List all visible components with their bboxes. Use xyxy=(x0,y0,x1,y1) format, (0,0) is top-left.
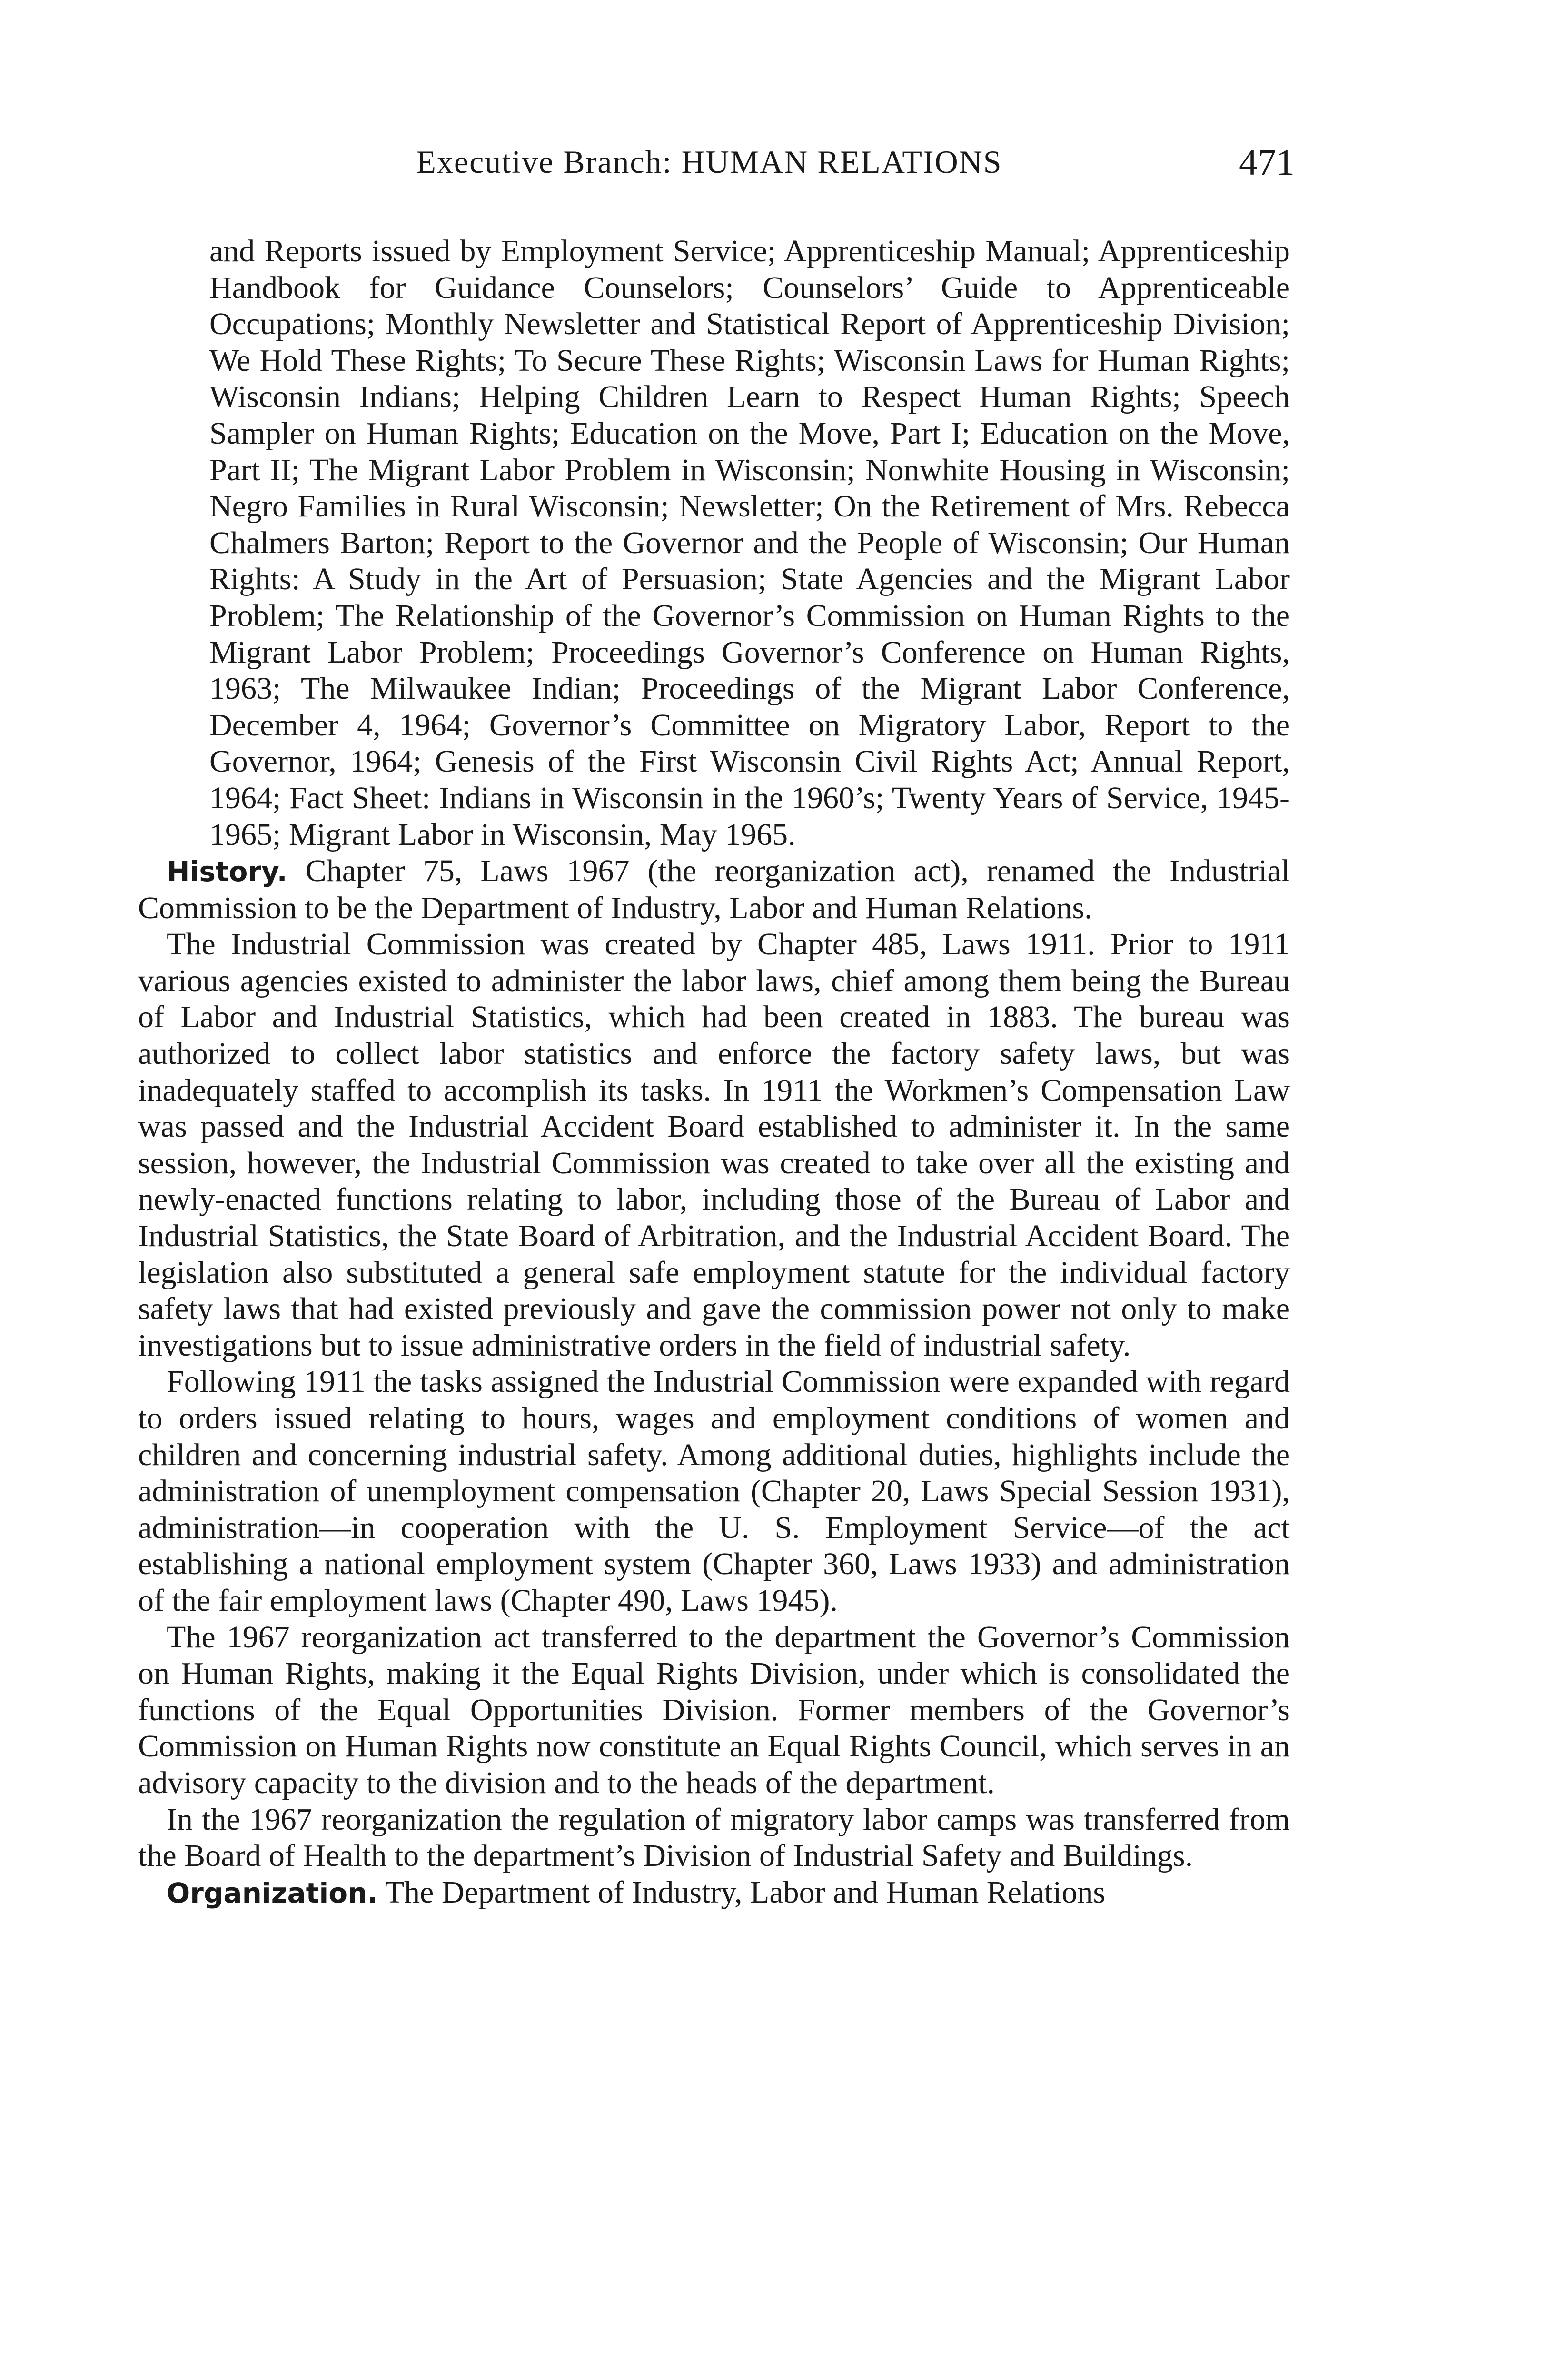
organization-paragraph xyxy=(138,1874,1290,1912)
organization-heading: Organization. xyxy=(167,1876,378,1909)
paragraph: The Industrial Commission was created by Chapter 485, Laws 1911. Prior to 1911 various agencies existed to administer the labor laws, chief among them being the Bureau of Labor and Industrial Statistics, which had been created in 1883. The bureau was authorized to collect labor statistics and enforce the factory safety laws, but was inadequately staffed to accomplish its tasks. In 1911 the Workmen’s Compensation Law was passed and the Industrial Accident Board established to administer it. In the same session, however, the Industrial Commission was created to take over all the existing and newly-enacted functions relating to labor, including those of the Bureau of Labor and Industrial Statistics, the State Board of Arbitration, and the Industrial Accident Board. The legislation also substituted a general safe employment statute for the individual factory safety laws that had existed previously and gave the commission power not only to make investigations but to issue administrative orders in the field of industrial safety. xyxy=(138,927,1290,1363)
page-number: 471 xyxy=(1239,141,1295,183)
running-head xyxy=(138,143,1295,186)
page-header-title: Executive Branch: HUMAN RELATIONS xyxy=(416,144,1002,180)
history-heading: History. xyxy=(167,855,287,888)
paragraph: In the 1967 reorganization the regulation of migratory labor camps was transferred from the Board of Health to the department’s Division of Industrial Safety and Buildings. xyxy=(138,1802,1290,1874)
history-text: Chapter 75, Laws 1967 (the reorganization act), renamed the Industrial Commission to be the Department of Industry, Labor and Human Relations. xyxy=(138,853,1290,925)
paragraph: Following 1911 the tasks assigned the Industrial Commission were expanded with regard to orders issued relating to hours, wages and employment conditions of women and children and concerning industrial safety. Among additional duties, highlights include the administration of unemployment compensation (Chapter 20, Laws Special Session 1931), administration—in cooperation with the U. S. Employment Service—of the act establishing a national employment system (Chapter 360, Laws 1933) and administration of the fair employment laws (Chapter 490, Laws 1945). xyxy=(138,1364,1290,1618)
body-text xyxy=(138,233,1290,1911)
organization-text: The Department of Industry, Labor and Human Relations xyxy=(385,1874,1106,1910)
history-paragraph xyxy=(138,853,1290,926)
paragraph: The 1967 reorganization act transferred to the department the Governor’s Commission on Human Rights, making it the Equal Rights Division, under which is consolidated the functions of the Equal Opportunities Division. Former members of the Governor’s Commission on Human Rights now constitute an Equal Rights Council, which serves in an advisory capacity to the division and to the heads of the department. xyxy=(138,1619,1290,1800)
continued-paragraph: and Reports issued by Employment Service; Apprenticeship Manual; Apprenticeship Handbook for Guidance Counselors; Counselors’ Guide to Apprenticeable Occupations; Monthly Newsletter and Statistical Report of Apprenticeship Division; We Hold These Rights; To Secure These Rights; Wisconsin Laws for Human Rights; Wisconsin Indians; Helping Children Learn to Respect Human Rights; Speech Sampler on Human Rights; Education on the Move, Part I; Education on the Move, Part II; The Migrant Labor Problem in Wisconsin; Nonwhite Housing in Wisconsin; Negro Families in Rural Wisconsin; Newsletter; On the Retirement of Mrs. Rebecca Chalmers Barton; Report to the Governor and the People of Wisconsin; Our Human Rights: A Study in the Art of Persuasion; State Agencies and the Migrant Labor Problem; The Relationship of the Governor’s Commission on Human Rights to the Migrant Labor Problem; Proceedings Governor’s Conference on Human Rights, 1963; The Milwaukee Indian; Proceedings of the Migrant Labor Conference, December 4, 1964; Governor’s Committee on Migratory Labor, Report to the Governor, 1964; Genesis of the First Wisconsin Civil Rights Act; Annual Report, 1964; Fact Sheet: Indians in Wisconsin in the 1960’s; Twenty Years of Service, 1945-1965; Migrant Labor in Wisconsin, May 1965. xyxy=(209,234,1290,852)
